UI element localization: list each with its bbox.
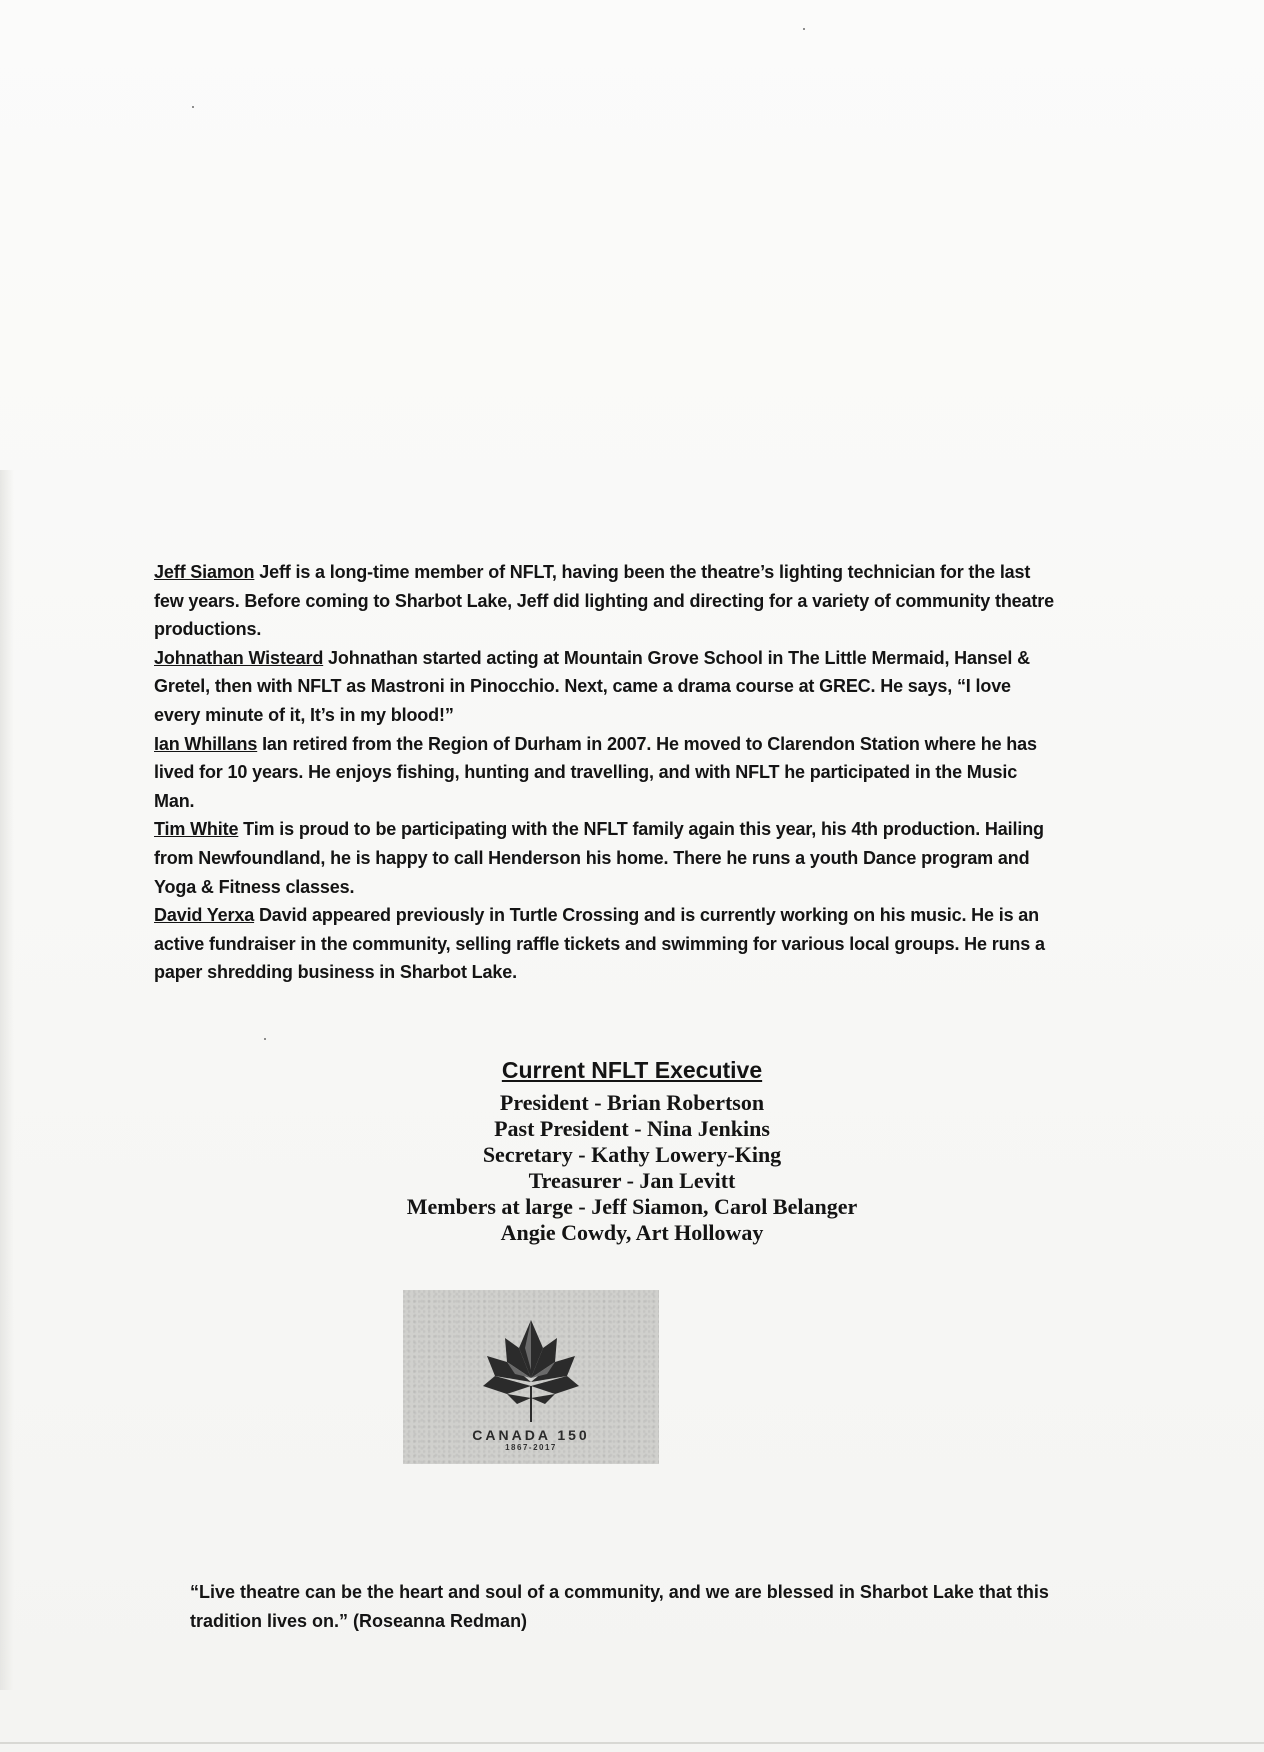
bio-johnathan-wisteard — [154, 644, 1054, 730]
logo-years: 1867-2017 — [505, 1443, 557, 1452]
executive-heading: Current NFLT Executive — [501, 1057, 763, 1083]
scan-speck — [192, 106, 194, 108]
bio-text: David appeared previously in Turtle Crossing and is currently working on his music. He is an active fundraiser in the community, selling raffle tickets and swimming for various local groups. He runs a paper shredding business in Sharbot Lake. — [154, 905, 1045, 983]
bio-jeff-siamon — [154, 558, 1054, 644]
bio-name: Ian Whillans — [154, 733, 258, 754]
scan-shadow-edge — [0, 470, 14, 1690]
bio-name: David Yerxa — [154, 905, 255, 926]
bio-name: Johnathan Wisteard — [154, 647, 324, 668]
bio-name: Tim White — [154, 819, 239, 840]
bio-name: Jeff Siamon — [154, 562, 255, 582]
bio-text: Ian retired from the Region of Durham in 2007. He moved to Clarendon Station where he has lived for 10 years. He enjoys fishing, hunting and travelling, and with NFLT he participated in the Music Man. — [154, 733, 1037, 811]
closing-quote: “Live theatre can be the heart and soul of a community, and we are blessed in Sharbot Lake that this tradition lives on.” (Roseanna Redman) — [190, 1582, 1049, 1631]
executive-section — [232, 1054, 1032, 1246]
bio-david-yerxa — [154, 901, 1054, 987]
executive-line: Secretary - Kathy Lowery-King — [482, 1142, 782, 1167]
cast-bios — [154, 558, 1054, 987]
executive-line: Treasurer - Jan Levitt — [528, 1168, 736, 1193]
executive-line: Angie Cowdy, Art Holloway — [500, 1220, 764, 1245]
canada-150-logo — [403, 1290, 659, 1464]
bio-text: Jeff is a long-time member of NFLT, having been the theatre’s lighting technician for the last few years. Before coming to Sharbot Lake, Jeff did lighting and directing for a variety of community theatre productions. — [154, 562, 1054, 640]
scan-bottom-line — [0, 1742, 1264, 1744]
bio-ian-whillans — [154, 730, 1054, 816]
scan-speck — [803, 28, 805, 30]
bio-tim-white — [154, 815, 1054, 901]
executive-line: Past President - Nina Jenkins — [494, 1116, 770, 1141]
bio-text: Tim is proud to be participating with the NFLT family again this year, his 4th production. Hailing from Newfoundland, he is happy to call Henderson his home. There he runs a youth Dance program and Yoga & Fitness classes. — [154, 819, 1044, 897]
executive-line: President - Brian Robertson — [499, 1090, 765, 1115]
executive-line: Members at large - Jeff Siamon, Carol Belanger — [406, 1194, 858, 1219]
bio-text: Johnathan started acting at Mountain Grove School in The Little Mermaid, Hansel & Gretel, then with NFLT as Mastroni in Pinocchio. Next, came a drama course at GREC. He says, “I love every minute of it, It’s in my blood!” — [154, 647, 1030, 725]
logo-text: CANADA 150 — [472, 1427, 590, 1443]
scan-speck — [264, 1038, 266, 1040]
